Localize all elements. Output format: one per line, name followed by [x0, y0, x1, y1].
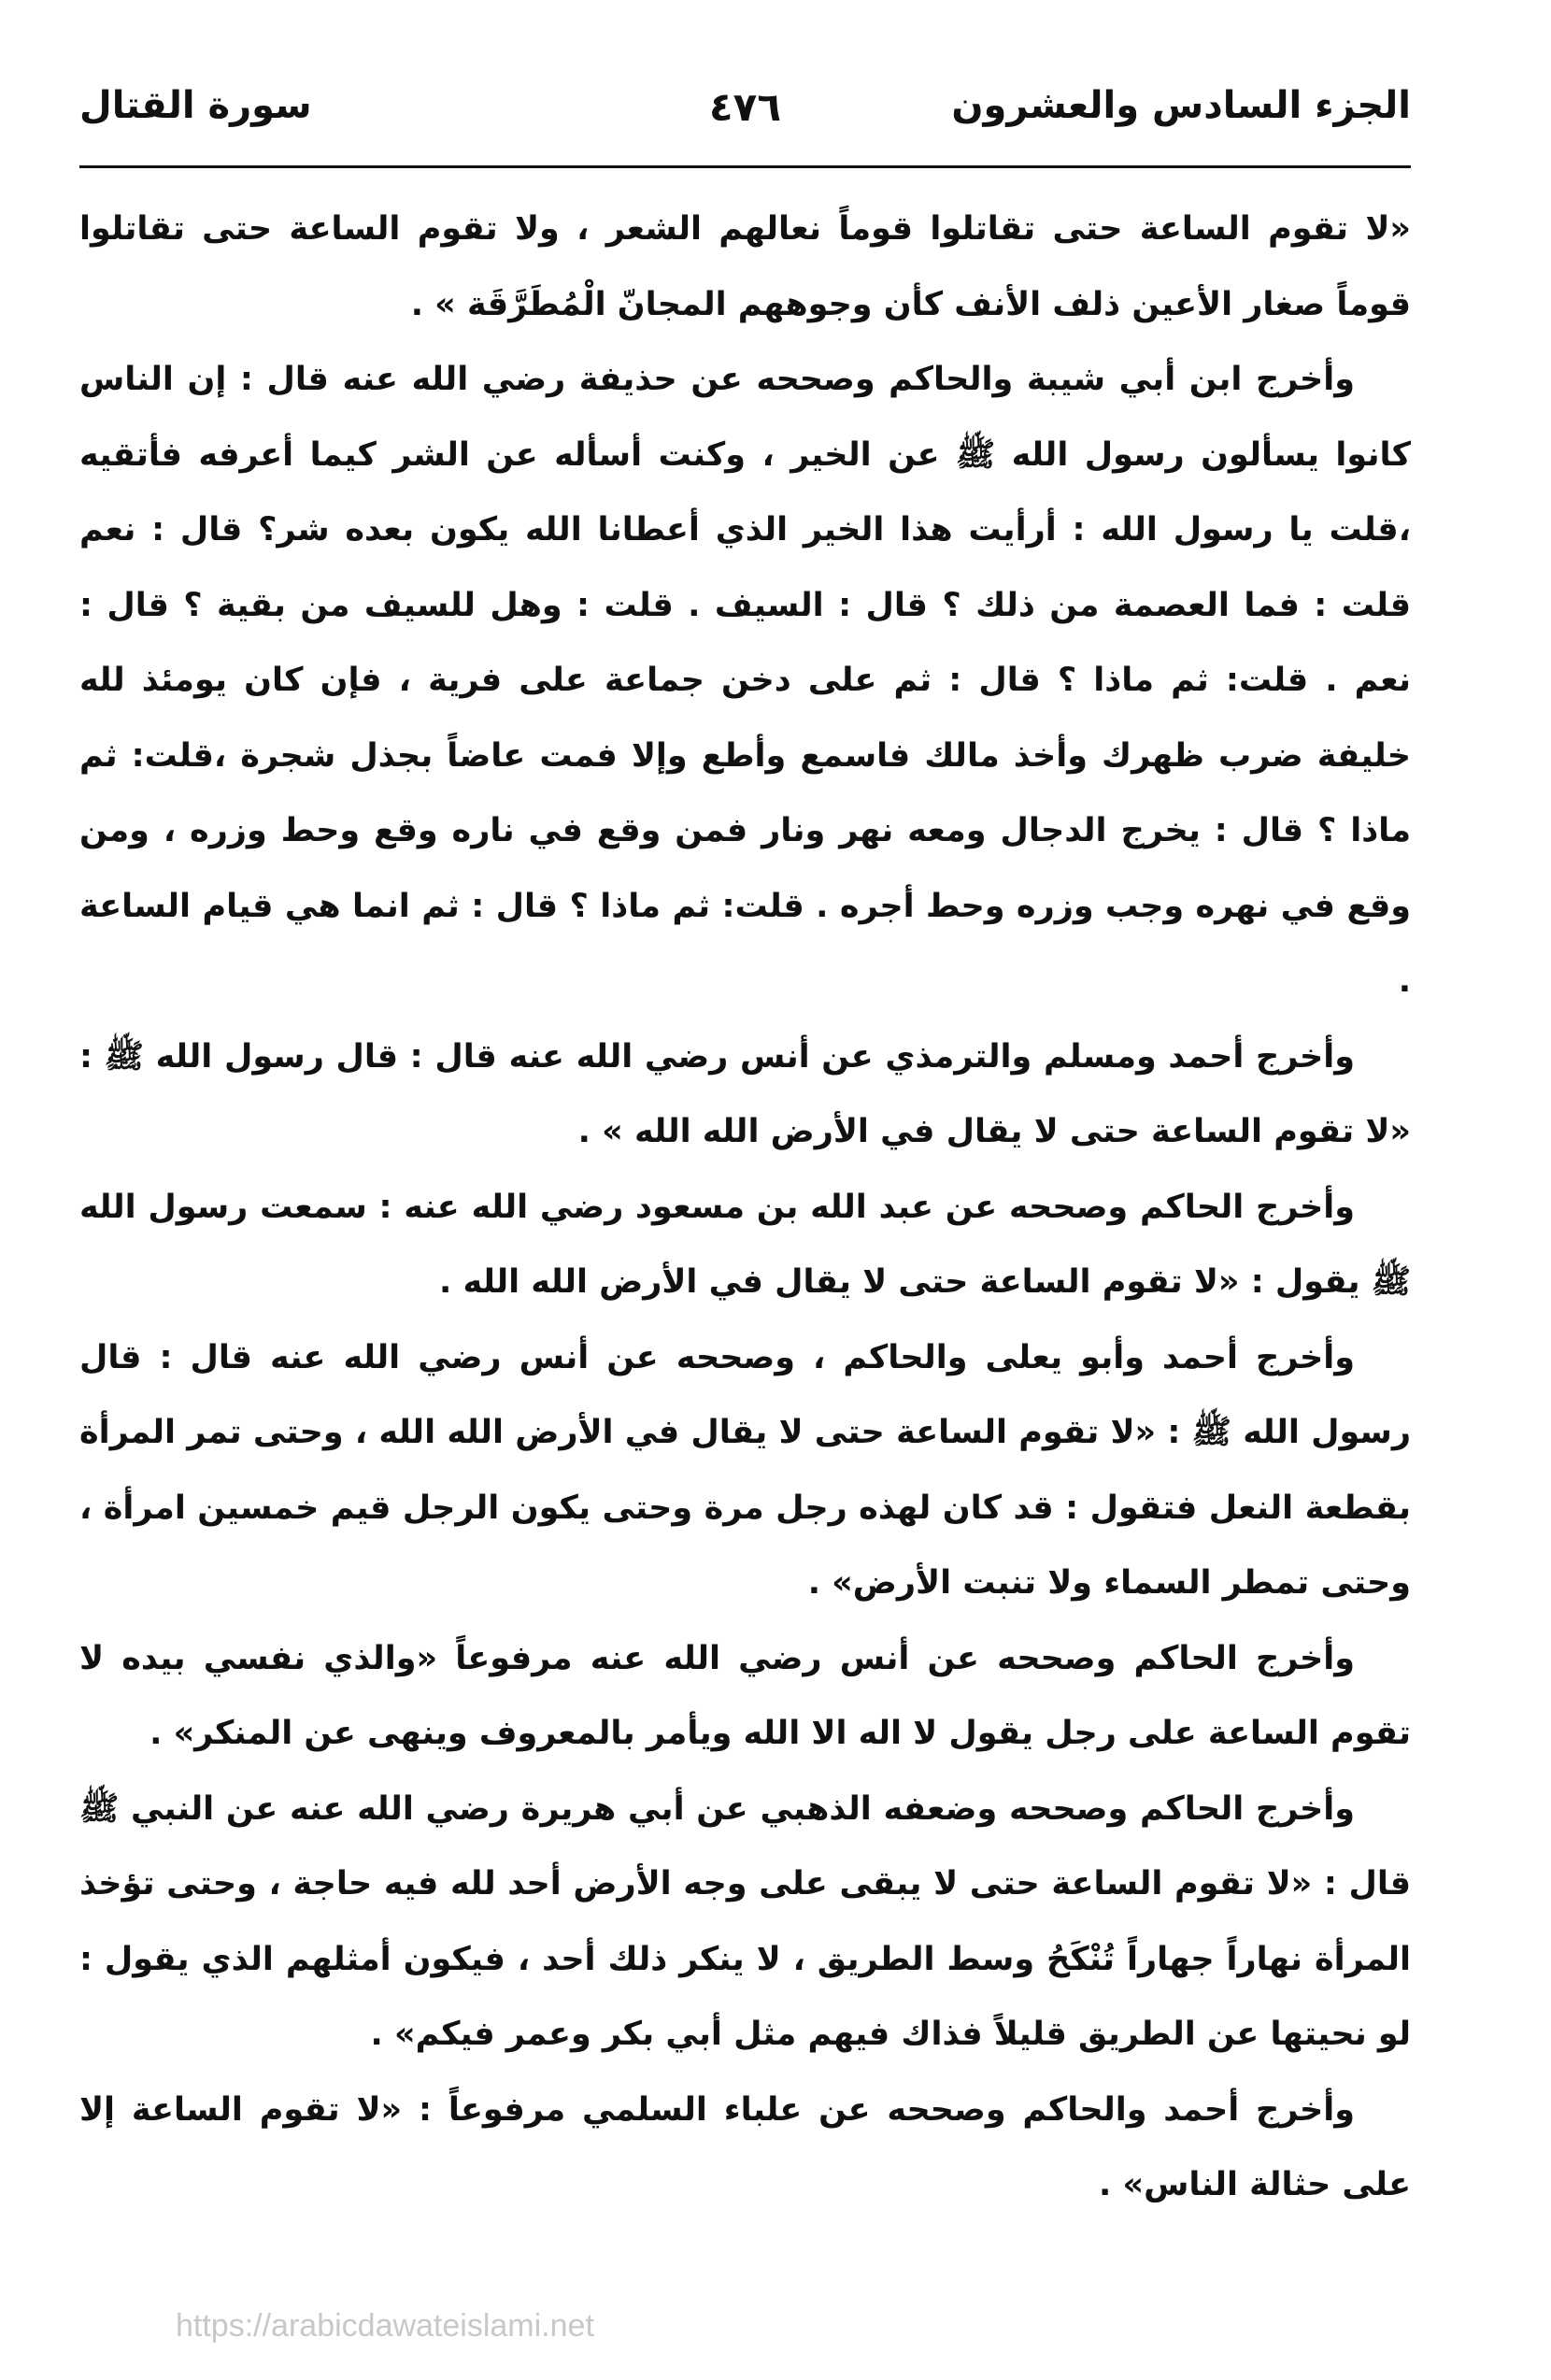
paragraph: وأخرج الحاكم وصححه عن أنس رضي الله عنه مرفوعاً «والذي نفسي بيده لا تقوم الساعة على رجل يقول لا اله الا الله ويأمر بالمعروف وينهى عن المنكر» .	[79, 1639, 1411, 1752]
paragraph: وأخرج أحمد والحاكم وصححه عن علباء السلمي مرفوعاً : «لا تقوم الساعة إلا على حثالة الناس» .	[79, 2090, 1411, 2203]
page-number: ٤٧٦	[709, 84, 781, 130]
watermark: https://arabicdawateislami.net	[176, 2308, 594, 2344]
page-body	[79, 192, 1411, 2223]
paragraph: وأخرج أحمد وأبو يعلى والحاكم ، وصححه عن أنس رضي الله عنه قال : قال رسول الله ﷺ : «لا تقوم الساعة حتى لا يقال في الأرض الله الله ، وحتى تمر المرأة بقطعة النعل فتقول : قد كان لهذه رجل مرة وحتى يكون الرجل قيم خمسين امرأة ، وحتى تمطر السماء ولا تنبت الأرض» .	[79, 1338, 1411, 1602]
part-title: الجزء السادس والعشرون	[951, 84, 1411, 127]
paragraph: «لا تقوم الساعة حتى تقاتلوا قوماً نعالهم الشعر ، ولا تقوم الساعة حتى تقاتلوا قوماً صغار الأعين ذلف الأنف كأن وجوههم المجانّ الْمُطَرَّقَة » .	[79, 210, 1411, 323]
header-divider	[79, 165, 1411, 168]
paragraph: وأخرج الحاكم وصححه عن عبد الله بن مسعود رضي الله عنه : سمعت رسول الله ﷺ يقول : «لا تقوم الساعة حتى لا يقال في الأرض الله الله .	[79, 1188, 1411, 1301]
paragraph: وأخرج أحمد ومسلم والترمذي عن أنس رضي الله عنه قال : قال رسول الله ﷺ : «لا تقوم الساعة حتى لا يقال في الأرض الله الله » .	[79, 1037, 1411, 1150]
paragraph: وأخرج ابن أبي شيبة والحاكم وصححه عن حذيفة رضي الله عنه قال : إن الناس كانوا يسألون رسول الله ﷺ عن الخير ، وكنت أسأله عن الشر كيما أعرفه فأتقيه ،قلت يا رسول الله : أرأيت هذا الخير الذي أعطانا الله يكون بعده شر؟ قال : نعم قلت : فما العصمة من ذلك ؟ قال : السيف . قلت : وهل للسيف من بقية ؟ قال : نعم . قلت: ثم ماذا ؟ قال : ثم على دخن جماعة على فرية ، فإن كان يومئذ لله خليفة ضرب ظهرك وأخذ مالك فاسمع وأطع وإلا فمت عاضاً بجذل شجرة ،قلت: ثم ماذا ؟ قال : يخرج الدجال ومعه نهر ونار فمن وقع في ناره وقع وحط وزره ، ومن وقع في نهره وجب وزره وحط أجره . قلت: ثم ماذا ؟ قال : ثم انما هي قيام الساعة .	[79, 361, 1411, 1000]
surah-title: سورة القتال	[79, 84, 312, 127]
page-header	[79, 75, 1411, 150]
paragraph: وأخرج الحاكم وصححه وضعفه الذهبي عن أبي هريرة رضي الله عنه عن النبي ﷺ قال : «لا تقوم الساعة حتى لا يبقى على وجه الأرض أحد لله فيه حاجة ، وحتى تؤخذ المرأة نهاراً جهاراً تُنْكَحُ وسط الطريق ، لا ينكر ذلك أحد ، فيكون أمثلهم الذي يقول : لو نحيتها عن الطريق قليلاً فذاك فيهم مثل أبي بكر وعمر فيكم» .	[79, 1789, 1411, 2053]
